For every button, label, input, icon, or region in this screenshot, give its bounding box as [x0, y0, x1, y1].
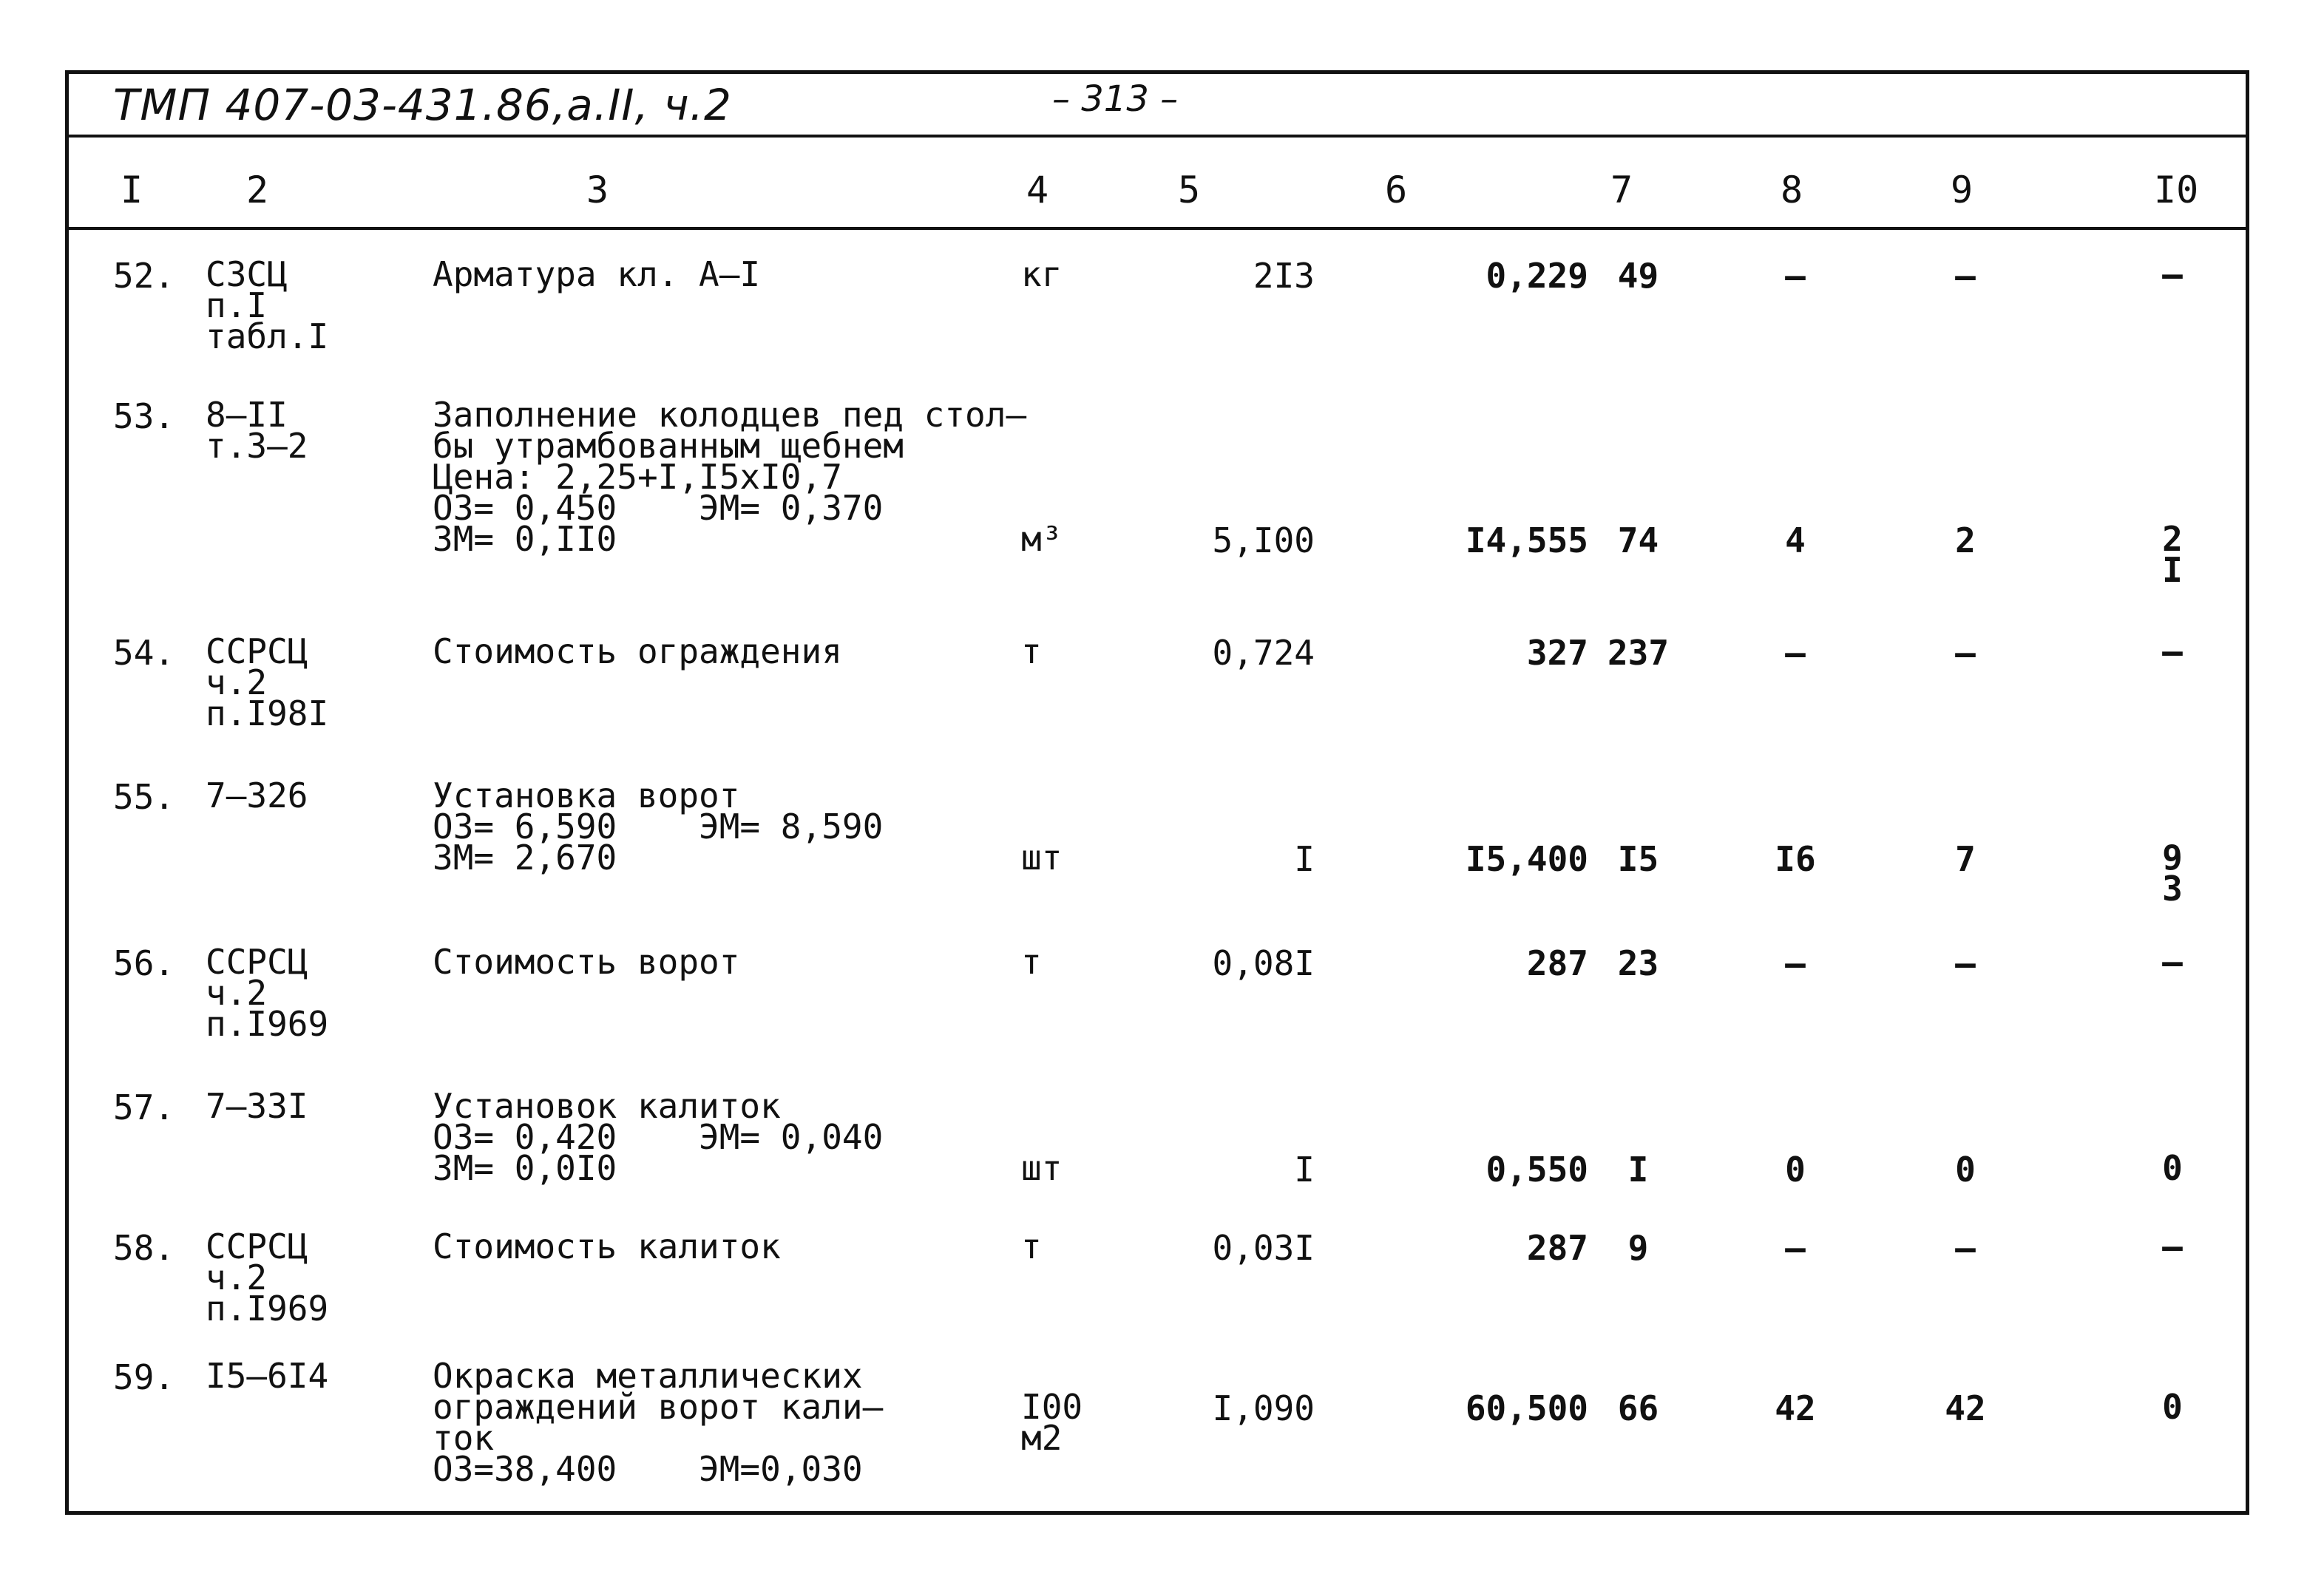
column-header-10: I0	[2154, 169, 2199, 211]
row-quantity: 0,08I	[1212, 943, 1315, 983]
row-col9: 0	[1955, 1150, 1976, 1190]
row-unit: кг	[1021, 254, 1063, 294]
column-header-9: 9	[1951, 169, 1974, 211]
row-unit: I00 м2	[1021, 1387, 1083, 1458]
row-col8: I6	[1775, 839, 1816, 879]
row-unit: т	[1021, 942, 1042, 982]
row-code: ССРСЦ ч.2 п.I969	[206, 942, 329, 1044]
row-description: Установка ворот ОЗ= 6,590 ЭМ= 8,590 ЗМ= 2,670	[433, 776, 884, 878]
row-description: Стоимость ограждения	[433, 631, 842, 671]
row-description: Установок калиток ОЗ= 0,420 ЭМ= 0,040 ЗМ= 0,0I0	[433, 1086, 884, 1188]
row-number: 57.	[113, 1087, 175, 1127]
row-unit-price: 0,550	[1485, 1150, 1588, 1190]
row-col8: –	[1785, 943, 1806, 983]
row-quantity: I,090	[1212, 1388, 1315, 1428]
row-code: СЗСЦ п.I табл.I	[206, 254, 329, 356]
row-number: 52.	[113, 256, 175, 296]
column-header-1: I	[121, 169, 143, 211]
row-unit-price: I5,400	[1465, 839, 1588, 879]
column-header-8: 8	[1781, 169, 1803, 211]
row-col9: 7	[1955, 839, 1976, 879]
row-unit: т	[1021, 631, 1042, 671]
row-unit-price: I4,555	[1465, 520, 1588, 560]
row-col8: –	[1785, 1228, 1806, 1268]
row-total: 74	[1617, 520, 1659, 560]
row-col9: –	[1955, 943, 1976, 983]
row-col8: –	[1785, 633, 1806, 673]
row-code: ССРСЦ ч.2 п.I98I	[206, 631, 329, 733]
row-col10: –	[2162, 631, 2183, 671]
row-col8: 4	[1785, 520, 1806, 560]
row-col10: 0	[2162, 1148, 2183, 1188]
row-unit: м³	[1021, 519, 1063, 559]
row-quantity: 2I3	[1253, 256, 1315, 296]
row-total: 237	[1607, 633, 1670, 673]
row-unit: шт	[1021, 1148, 1063, 1188]
row-unit-price: 287	[1526, 1228, 1588, 1268]
row-col9: –	[1955, 1228, 1976, 1268]
row-number: 59.	[113, 1357, 175, 1397]
column-header-7: 7	[1610, 169, 1633, 211]
row-unit-price: 60,500	[1465, 1388, 1588, 1428]
row-number: 53.	[113, 396, 175, 436]
row-col8: 0	[1785, 1150, 1806, 1190]
row-quantity: 5,I00	[1212, 520, 1315, 560]
row-description: Стоимость ворот	[433, 942, 740, 982]
row-total: I	[1627, 1150, 1649, 1190]
row-col8: 42	[1775, 1388, 1816, 1428]
row-total: I5	[1617, 839, 1659, 879]
row-col8: –	[1785, 256, 1806, 296]
row-code: 7–326	[206, 776, 308, 815]
row-unit-price: 0,229	[1485, 256, 1588, 296]
row-quantity: 0,03I	[1212, 1228, 1315, 1268]
column-header-6: 6	[1385, 169, 1408, 211]
column-header-5: 5	[1178, 169, 1201, 211]
row-description: Арматура кл. А–I	[433, 254, 761, 294]
row-description: Заполнение колодцев пед стол– бы утрамбованным щебнем Цена: 2,25+I,I5хI0,7 ОЗ= 0,450 ЭМ= 0,370 ЗМ= 0,II0	[433, 395, 1027, 559]
row-number: 58.	[113, 1228, 175, 1268]
row-col10: –	[2162, 254, 2183, 294]
row-code: ССРСЦ ч.2 п.I969	[206, 1226, 329, 1329]
row-code: 8–II т.3–2	[206, 395, 308, 466]
row-number: 56.	[113, 943, 175, 983]
row-description: Стоимость калиток	[433, 1226, 781, 1266]
row-quantity: I	[1294, 839, 1315, 879]
row-col9: 42	[1945, 1388, 1986, 1428]
row-description: Окраска металлических ограждений ворот кали– ток ОЗ=38,400 ЭМ=0,030	[433, 1356, 884, 1489]
row-col9: –	[1955, 256, 1976, 296]
column-header-3: 3	[586, 169, 609, 211]
header-divider	[69, 135, 2246, 138]
column-header-4: 4	[1026, 169, 1049, 211]
row-quantity: 0,724	[1212, 633, 1315, 673]
column-header-divider	[69, 227, 2246, 230]
row-col9: 2	[1955, 520, 1976, 560]
row-col10: 2 I	[2162, 519, 2183, 590]
row-number: 54.	[113, 633, 175, 673]
row-col9: –	[1955, 633, 1976, 673]
row-total: 66	[1617, 1388, 1659, 1428]
row-unit-price: 287	[1526, 943, 1588, 983]
row-number: 55.	[113, 777, 175, 817]
row-unit: т	[1021, 1226, 1042, 1266]
document-frame	[65, 70, 2249, 1515]
row-total: 49	[1617, 256, 1659, 296]
row-unit-price: 327	[1526, 633, 1588, 673]
row-unit: шт	[1021, 838, 1063, 878]
row-quantity: I	[1294, 1150, 1315, 1190]
document-code: ТМП 407-03-431.86,а.II, ч.2	[113, 80, 732, 130]
row-col10: 9 3	[2162, 838, 2183, 909]
row-total: 9	[1627, 1228, 1649, 1268]
row-col10: 0	[2162, 1387, 2183, 1427]
row-code: 7–33I	[206, 1086, 308, 1126]
column-header-2: 2	[246, 169, 269, 211]
page-number: – 313 –	[1052, 78, 1179, 120]
row-col10: –	[2162, 1226, 2183, 1266]
row-total: 23	[1617, 943, 1659, 983]
row-col10: –	[2162, 942, 2183, 982]
row-code: I5–6I4	[206, 1356, 329, 1396]
